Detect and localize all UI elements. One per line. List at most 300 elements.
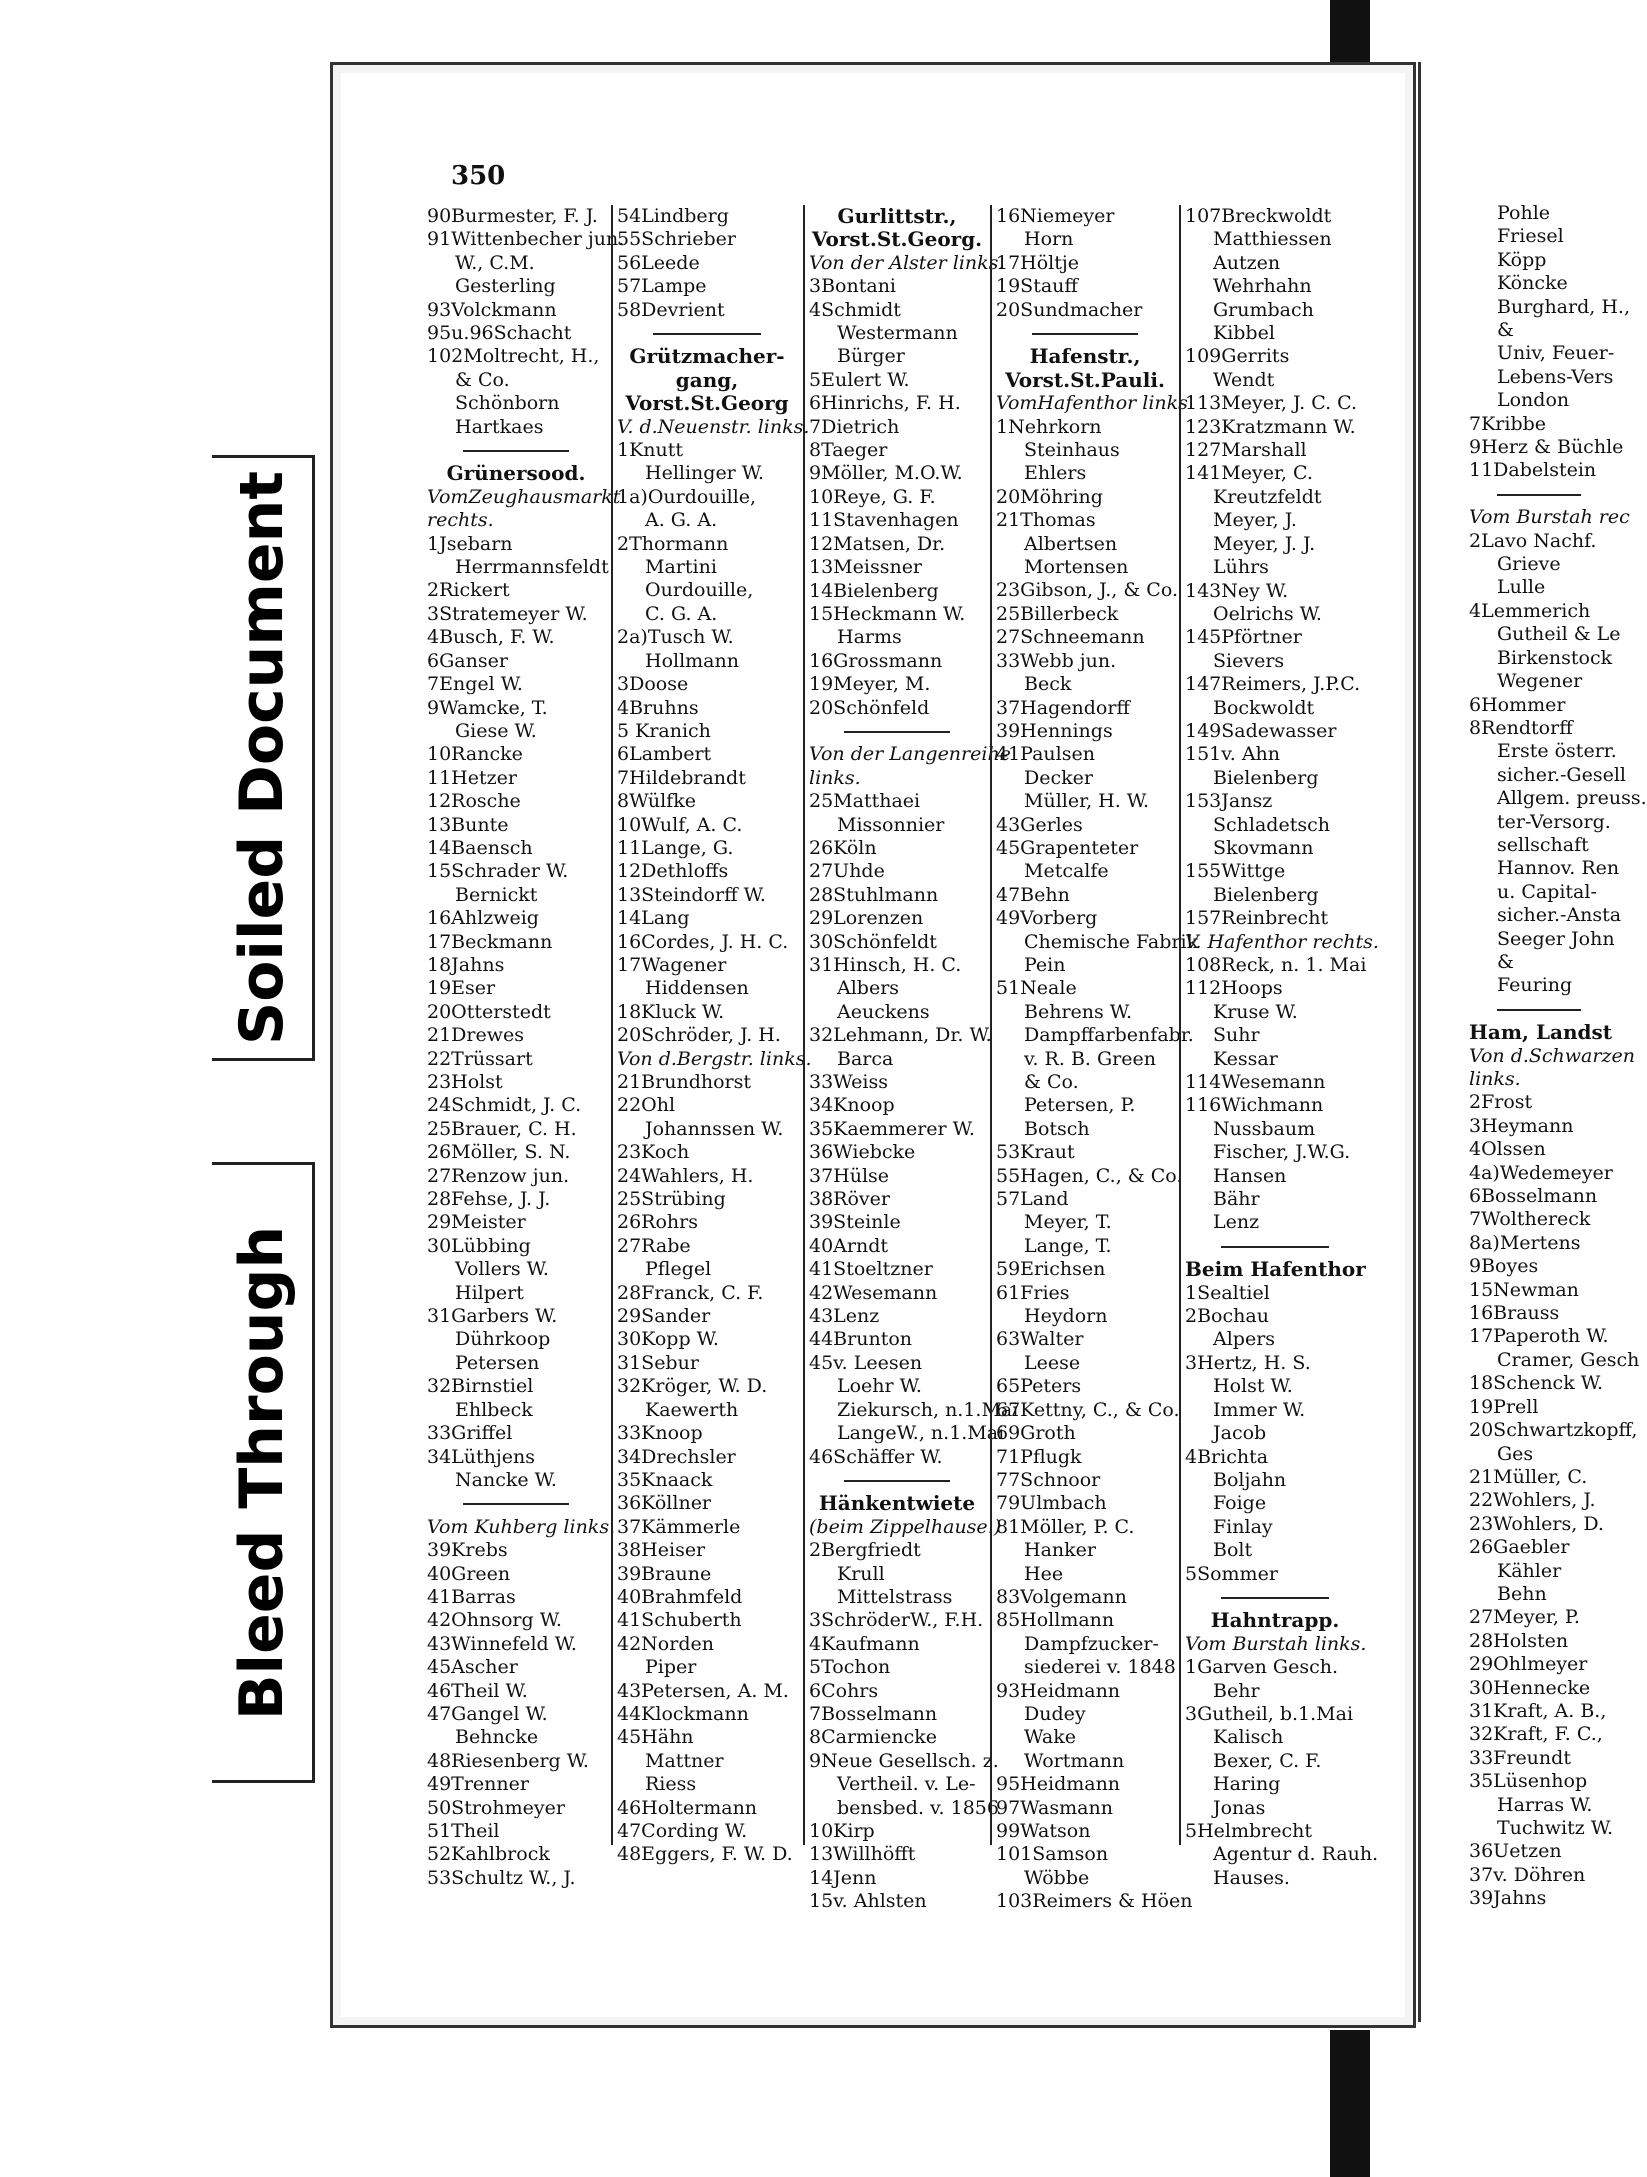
directory-entry: 11Dabelstein — [1469, 459, 1597, 482]
directory-entry: 4Kaufmann — [809, 1632, 920, 1655]
directory-entry: Hollmann — [645, 649, 739, 672]
directory-entry: Hartkaes — [455, 415, 544, 438]
directory-entry: A. G. A. — [645, 509, 718, 532]
directory-entry: Matthiessen — [1213, 228, 1332, 251]
directory-entry: 49Trenner — [427, 1773, 529, 1796]
directory-entry: Harras W. — [1497, 1793, 1593, 1816]
section-rule — [809, 1469, 985, 1492]
directory-entry: 17Paperoth W. — [1469, 1325, 1609, 1348]
directory-entry: 15v. Ahlsten — [809, 1890, 927, 1913]
directory-entry: 123Kratzmann W. — [1185, 415, 1356, 438]
directory-entry: 13Willhöfft — [809, 1843, 916, 1866]
directory-entry: 7Kribbe — [1469, 412, 1547, 435]
directory-entry: Behn — [1497, 1582, 1547, 1605]
directory-entry: 40Arndt — [809, 1234, 889, 1257]
directory-entry: 151v. Ahn — [1185, 743, 1281, 766]
directory-entry: 23Koch — [617, 1141, 690, 1164]
section-rule — [1469, 483, 1609, 506]
directory-entry: Ehlbeck — [455, 1398, 533, 1421]
directory-entry: 29Lorenzen — [809, 907, 924, 930]
directory-entry: 27Schneemann — [996, 626, 1145, 649]
directory-entry: 33Webb jun. — [996, 649, 1117, 672]
directory-entry: 32Kraft, F. C., — [1469, 1723, 1603, 1746]
directory-entry: 95u.96Schacht — [427, 322, 572, 345]
page-number: 350 — [451, 161, 506, 191]
directory-entry: 6Cohrs — [809, 1679, 879, 1702]
directory-entry: 3Stratemeyer W. — [427, 602, 588, 625]
directory-entry: 3Doose — [617, 673, 689, 696]
directory-entry: Boljahn — [1213, 1468, 1287, 1491]
directory-entry: 25Billerbeck — [996, 602, 1119, 625]
directory-entry: Köpp — [1497, 248, 1547, 271]
directory-entry: 153Jansz — [1185, 790, 1273, 813]
directory-entry: Haring — [1213, 1773, 1281, 1796]
directory-entry: 93Volckmann — [427, 298, 557, 321]
directory-entry: Foige — [1213, 1492, 1267, 1515]
directory-entry: 20Otterstedt — [427, 1000, 551, 1023]
directory-entry: 31Sebur — [617, 1351, 699, 1374]
directory-entry: 30Lübbing — [427, 1234, 531, 1257]
directory-entry: 14Bielenberg — [809, 579, 939, 602]
directory-entry: 1Nehrkorn — [996, 415, 1102, 438]
directory-entry: 81Möller, P. C. — [996, 1515, 1135, 1538]
directory-entry: 114Wesemann — [1185, 1071, 1326, 1094]
directory-entry: Albers — [837, 977, 900, 1000]
directory-entry: 2a)Tusch W. — [617, 626, 734, 649]
directory-entry: Chemische Fabrik — [1024, 930, 1199, 953]
directory-entry: Lebens-Vers — [1497, 365, 1614, 388]
directory-entry: 16Grossmann — [809, 649, 943, 672]
directory-entry: Kalisch — [1213, 1726, 1284, 1749]
directory-entry: 1Knutt — [617, 439, 684, 462]
directory-entry: 97Wasmann — [996, 1796, 1113, 1819]
directory-entry: 37Hülse — [809, 1164, 890, 1187]
directory-entry: Aeuckens — [837, 1000, 930, 1023]
directory-entry: Gutheil & Le — [1497, 623, 1621, 646]
directory-entry: Beck — [1024, 673, 1072, 696]
column-3 — [809, 204, 1019, 1914]
directory-entry: 16Brauss — [1469, 1302, 1560, 1325]
column-4 — [996, 205, 1199, 1914]
directory-entry: 29Ohlmeyer — [1469, 1653, 1588, 1676]
directory-entry: Mittelstrass — [837, 1585, 953, 1608]
directory-entry: 31Kraft, A. B., — [1469, 1699, 1607, 1722]
section-rule — [617, 322, 797, 345]
directory-entry: 5Eulert W. — [809, 368, 910, 391]
directory-entry: Jacob — [1213, 1422, 1267, 1445]
directory-entry: 53Schultz W., J. — [427, 1866, 576, 1889]
directory-entry: 141Meyer, C. — [1185, 462, 1313, 485]
directory-entry: 23Holst — [427, 1071, 503, 1094]
directory-entry: 58Devrient — [617, 298, 725, 321]
directory-entry: 19Eser — [427, 977, 496, 1000]
directory-entry: 39Braune — [617, 1562, 712, 1585]
directory-entry: Behrens W. — [1024, 1000, 1133, 1023]
column-5 — [1185, 205, 1379, 1890]
directory-entry: 67Kettny, C., & Co. — [996, 1398, 1180, 1421]
directory-entry: Grünersood. — [446, 461, 586, 486]
directory-entry: Meyer, T. — [1024, 1211, 1112, 1234]
directory-entry: Grieve — [1497, 553, 1561, 576]
directory-entry: Kreutzfeldt — [1213, 485, 1322, 508]
directory-entry: Kessar — [1213, 1047, 1278, 1070]
directory-entry: v. R. B. Green — [1024, 1047, 1156, 1070]
directory-entry: Dührkoop — [455, 1328, 551, 1351]
directory-entry: 43Petersen, A. M. — [617, 1679, 789, 1702]
directory-entry: Köncke — [1497, 272, 1568, 295]
directory-entry: 43Winnefeld W. — [427, 1632, 577, 1655]
directory-entry: 19Meyer, M. — [809, 673, 931, 696]
directory-entry: 11Lange, G. — [617, 836, 734, 859]
directory-entry: LangeW., n.1.Mai — [837, 1422, 1005, 1445]
directory-entry: 112Hoops — [1185, 977, 1283, 1000]
directory-entry: 39Jahns — [1469, 1887, 1547, 1910]
section-rule — [1185, 1235, 1365, 1258]
directory-entry: 8a)Mertens — [1469, 1231, 1581, 1254]
directory-entry: 7Bosselmann — [809, 1702, 938, 1725]
directory-entry: Immer W. — [1213, 1398, 1306, 1421]
directory-entry: Von d.Schwarzen — [1469, 1044, 1635, 1067]
soiled-document-tab — [212, 455, 315, 1061]
directory-entry: Wortmann — [1024, 1749, 1125, 1772]
directory-entry: Vertheil. v. Le- — [837, 1773, 976, 1796]
directory-entry: 28Stuhlmann — [809, 883, 939, 906]
directory-entry: Petersen, P. — [1024, 1094, 1136, 1117]
directory-entry: 5 Kranich — [617, 719, 711, 742]
directory-entry: 4Brichta — [1185, 1445, 1269, 1468]
directory-entry: Heydorn — [1024, 1305, 1108, 1328]
directory-entry: Meyer, J. — [1213, 509, 1297, 532]
directory-entry: 3Bontani — [809, 275, 897, 298]
directory-entry: Grützmacher- — [629, 344, 785, 369]
directory-entry: Grumbach — [1213, 298, 1314, 321]
directory-entry: 10Kirp — [809, 1820, 875, 1842]
directory-entry: VomHafenthor links — [996, 392, 1188, 415]
column-2 — [617, 205, 812, 1867]
section-rule — [1469, 998, 1609, 1021]
directory-entry: Lührs — [1213, 556, 1269, 579]
directory-entry: 4Busch, F. W. — [427, 626, 555, 649]
directory-entry: 32Lehmann, Dr. W. — [809, 1024, 992, 1047]
directory-entry: Vom Kuhberg links. — [427, 1515, 616, 1538]
directory-entry: 35Knaack — [617, 1468, 713, 1491]
directory-entry: 8Wülfke — [617, 790, 696, 813]
directory-entry: 17Höltje — [996, 251, 1080, 274]
directory-entry: 7Dietrich — [809, 415, 900, 438]
directory-entry: C. G. A. — [645, 602, 718, 625]
directory-entry: Agentur d. Rauh. — [1213, 1843, 1379, 1866]
directory-entry: 155Wittge — [1185, 860, 1286, 883]
directory-entry: 95Heidmann — [996, 1773, 1121, 1796]
directory-entry: 38Heiser — [617, 1539, 706, 1562]
directory-entry: Martini — [645, 556, 717, 579]
directory-entry: 31Garbers W. — [427, 1305, 558, 1328]
directory-entry: 1Garven Gesch. — [1185, 1656, 1339, 1679]
directory-entry: 57Lampe — [617, 275, 707, 298]
directory-entry: Leese — [1024, 1351, 1081, 1374]
directory-entry: Wegener — [1497, 670, 1583, 693]
directory-entry: 10Wulf, A. C. — [617, 813, 743, 836]
directory-entry: VomZeughausmarkt — [427, 485, 621, 508]
directory-entry: Missonnier — [837, 813, 945, 836]
directory-entry: 2Bochau — [1185, 1305, 1269, 1328]
directory-entry: 8Rendtorff — [1469, 716, 1573, 739]
directory-entry: V. Hafenthor rechts. — [1185, 930, 1379, 953]
column-divider — [611, 205, 613, 1845]
directory-entry: 83Volgemann — [996, 1585, 1127, 1608]
directory-entry: 51Neale — [996, 977, 1077, 1000]
directory-entry: 26Möller, S. N. — [427, 1141, 571, 1164]
directory-entry: 10Reye, G. F. — [809, 485, 936, 508]
directory-entry: (beim Zippelhause.) — [809, 1515, 1002, 1538]
directory-entry: 39Krebs — [427, 1539, 508, 1562]
directory-entry: Steinhaus — [1024, 439, 1120, 462]
directory-entry: Friesel — [1497, 225, 1564, 248]
directory-entry: Univ, Feuer- — [1497, 342, 1615, 365]
directory-entry: 59Erichsen — [996, 1258, 1106, 1281]
directory-entry: 27Meyer, P. — [1469, 1606, 1580, 1629]
directory-entry: 19Stauff — [996, 275, 1078, 298]
directory-entry: 23Gibson, J., & Co. — [996, 579, 1178, 602]
directory-entry: Birkenstock — [1497, 646, 1613, 669]
directory-entry: 38Röver — [809, 1188, 890, 1211]
column-divider — [990, 205, 992, 1845]
directory-entry: 28Holsten — [1469, 1629, 1569, 1652]
bleed-through-label: Bleed Through — [227, 1225, 298, 1720]
directory-entry: Bielenberg — [1213, 766, 1319, 789]
directory-entry: 29Meister — [427, 1211, 526, 1234]
directory-entry: Suhr — [1213, 1024, 1260, 1047]
directory-entry: sellschaft — [1497, 833, 1589, 856]
directory-entry: 14Baensch — [427, 836, 533, 859]
directory-entry: Pein — [1024, 953, 1066, 976]
directory-entry: 6Lambert — [617, 743, 712, 766]
directory-entry: 26Rohrs — [617, 1211, 698, 1234]
directory-entry: Ges — [1497, 1442, 1534, 1465]
directory-entry: ter-Versorg. — [1497, 810, 1611, 833]
directory-entry: 3Gutheil, b.1.Mai — [1185, 1702, 1354, 1725]
directory-entry: 40Green — [427, 1562, 511, 1585]
directory-entry: 4Lemmerich — [1469, 599, 1591, 622]
directory-entry: & Co. — [455, 368, 510, 391]
directory-entry: 43Lenz — [809, 1305, 880, 1328]
directory-entry: 40Brahmfeld — [617, 1585, 743, 1608]
directory-entry: Dampfzucker- — [1024, 1632, 1159, 1655]
directory-entry: Hilpert — [455, 1281, 524, 1304]
directory-entry: Bolt — [1213, 1539, 1253, 1562]
directory-entry: Hänkentwiete — [818, 1491, 976, 1516]
directory-page — [330, 62, 1416, 2028]
directory-entry: 16Niemeyer — [996, 205, 1115, 227]
directory-entry: 32Birnstiel — [427, 1375, 534, 1398]
directory-entry: 37Kämmerle — [617, 1515, 741, 1538]
directory-entry: 42Ohnsorg W. — [427, 1609, 562, 1632]
binding-shadow-bottom — [1330, 2030, 1370, 2177]
directory-entry: Bexer, C. F. — [1213, 1749, 1322, 1772]
directory-entry: London — [1497, 389, 1570, 412]
directory-entry: Wöbbe — [1024, 1866, 1090, 1889]
directory-entry: siederei v. 1848 — [1024, 1656, 1176, 1679]
directory-entry: Dampffarbenfabr. — [1024, 1024, 1194, 1047]
directory-entry: Pohle — [1497, 202, 1551, 224]
directory-entry: 34Drechsler — [617, 1445, 736, 1468]
directory-entry: 25Matthaei — [809, 790, 921, 813]
directory-entry: 6Hommer — [1469, 693, 1566, 716]
directory-entry: Ehlers — [1024, 462, 1087, 485]
directory-entry: 21Müller, C. — [1469, 1465, 1588, 1488]
directory-entry: Müller, H. W. — [1024, 790, 1150, 813]
directory-entry: 6Bosselmann — [1469, 1185, 1598, 1208]
directory-entry: 54Lindberg — [617, 205, 729, 227]
directory-entry: 7Engel W. — [427, 673, 523, 696]
directory-entry: 20Schwartzkopff, — [1469, 1419, 1638, 1442]
directory-entry: 2Bergfriedt — [809, 1539, 921, 1562]
directory-entry: Westermann — [837, 322, 958, 345]
directory-entry: 27Uhde — [809, 860, 885, 883]
directory-entry: 31Hinsch, H. C. — [809, 953, 962, 976]
directory-entry: 91Wittenbecher jun. — [427, 228, 625, 251]
directory-entry: Finlay — [1213, 1515, 1273, 1538]
directory-entry: 4Bruhns — [617, 696, 699, 719]
directory-entry: Mortensen — [1024, 556, 1129, 579]
directory-entry: 15Heckmann W. — [809, 602, 966, 625]
directory-entry: Hellinger W. — [645, 462, 765, 485]
directory-entry: Petersen — [455, 1351, 540, 1374]
directory-entry: Hannov. Ren — [1497, 857, 1620, 880]
directory-entry: Mattner — [645, 1749, 724, 1772]
directory-entry: 18Jahns — [427, 953, 505, 976]
directory-entry: 101Samson — [996, 1843, 1109, 1866]
directory-entry: Vom Burstah links. — [1185, 1632, 1367, 1655]
directory-entry: Lenz — [1213, 1211, 1260, 1234]
directory-entry: Ziekursch, n.1.Mai — [837, 1398, 1019, 1421]
directory-entry: 2Frost — [1469, 1091, 1533, 1114]
directory-entry: Fischer, J.W.G. — [1213, 1141, 1351, 1164]
directory-entry: 85Hollmann — [996, 1609, 1115, 1632]
directory-entry: Bähr — [1213, 1188, 1260, 1211]
directory-entry: 69Groth — [996, 1422, 1076, 1445]
directory-entry: 50Strohmeyer — [427, 1796, 565, 1819]
directory-entry: Wake — [1024, 1726, 1076, 1749]
directory-entry: 17Wagener — [617, 953, 727, 976]
directory-entry: 48Eggers, F. W. D. — [617, 1843, 793, 1866]
directory-entry: 45Ascher — [427, 1656, 518, 1679]
directory-entry: 39Hennings — [996, 719, 1113, 742]
directory-entry: 34Lüthjens — [427, 1445, 536, 1468]
directory-entry: 25Strübing — [617, 1188, 726, 1211]
directory-entry: 56Leede — [617, 251, 700, 274]
directory-entry: 4Schmidt — [809, 298, 901, 321]
directory-entry: 147Reimers, J.P.C. — [1185, 673, 1361, 696]
directory-entry: links. — [1469, 1068, 1521, 1090]
directory-entry: Vom Burstah rec — [1469, 506, 1630, 529]
directory-entry: 12Dethloffs — [617, 860, 729, 883]
directory-entry: 8Taeger — [809, 439, 888, 462]
directory-entry: 16Cordes, J. H. C. — [617, 930, 789, 953]
directory-entry: 12Matsen, Dr. — [809, 532, 946, 555]
directory-entry: 15Newman — [1469, 1278, 1579, 1301]
directory-entry: 21Thomas — [996, 509, 1096, 532]
directory-entry: Gurlittstr., — [837, 204, 957, 228]
directory-entry: 53Kraut — [996, 1141, 1075, 1164]
directory-entry: Oelrichs W. — [1213, 602, 1322, 625]
directory-entry: Holst W. — [1213, 1375, 1293, 1398]
directory-entry: 30Schönfeldt — [809, 930, 937, 953]
directory-entry: Autzen — [1213, 251, 1281, 274]
directory-entry: links. — [809, 766, 861, 789]
directory-entry: 9Boyes — [1469, 1255, 1539, 1278]
directory-entry: 157Reinbrecht — [1185, 907, 1329, 930]
directory-entry: 90Burmester, F. J. — [427, 205, 598, 227]
directory-entry: 33Weiss — [809, 1071, 888, 1094]
directory-entry: 61Fries — [996, 1281, 1070, 1304]
directory-entry: 48Riesenberg W. — [427, 1749, 589, 1772]
directory-entry: 28Fehse, J. J. — [427, 1188, 551, 1211]
directory-entry: 2Lavo Nachf. — [1469, 529, 1597, 552]
directory-entry: 9Wamcke, T. — [427, 696, 548, 719]
directory-entry: Behncke — [455, 1726, 539, 1749]
directory-entry: Horn — [1024, 228, 1074, 251]
directory-entry: & Co. — [1024, 1071, 1079, 1094]
directory-entry: Kähler — [1497, 1559, 1562, 1582]
directory-entry: Riess — [645, 1773, 697, 1796]
directory-entry: 8Carmiencke — [809, 1726, 938, 1749]
directory-entry: 5Sommer — [1185, 1562, 1278, 1585]
directory-entry: 65Peters — [996, 1375, 1082, 1398]
directory-entry: 41Schuberth — [617, 1609, 742, 1632]
directory-entry: 35Kaemmerer W. — [809, 1117, 975, 1140]
directory-entry: 109Gerrits — [1185, 345, 1290, 368]
directory-entry: sicher.-Gesell — [1497, 763, 1626, 786]
directory-entry: Harms — [837, 626, 902, 649]
directory-entry: 28Franck, C. F. — [617, 1281, 764, 1304]
directory-entry: Ourdouille, — [645, 579, 754, 602]
directory-entry: Metcalfe — [1024, 860, 1109, 883]
directory-entry: 6Ganser — [427, 649, 508, 672]
directory-entry: 20Schönfeld — [809, 696, 930, 719]
directory-entry: Skovmann — [1213, 836, 1314, 859]
directory-entry: 36Köllner — [617, 1492, 712, 1515]
directory-entry: Schladetsch — [1213, 813, 1330, 836]
directory-entry: Nussbaum — [1213, 1117, 1316, 1140]
directory-entry: 51Theil — [427, 1820, 500, 1842]
directory-entry: 7Hildebrandt — [617, 766, 746, 789]
directory-entry: W., C.M. — [455, 251, 535, 274]
directory-entry: 18Kluck W. — [617, 1000, 725, 1023]
directory-entry: 93Heidmann — [996, 1679, 1121, 1702]
directory-entry: Vollers W. — [455, 1258, 549, 1281]
directory-entry: Vorst.St.Pauli. — [1005, 367, 1165, 392]
directory-entry: Lulle — [1497, 576, 1546, 599]
directory-entry: 57Land — [996, 1188, 1069, 1211]
directory-entry: Nancke W. — [455, 1468, 557, 1491]
directory-entry: Botsch — [1024, 1117, 1090, 1140]
directory-entry: 30Kopp W. — [617, 1328, 719, 1351]
column-divider — [1179, 205, 1181, 1845]
directory-entry: 18Schenck W. — [1469, 1372, 1603, 1395]
directory-entry: Schönborn — [455, 392, 560, 415]
directory-entry: Kruse W. — [1213, 1000, 1298, 1023]
directory-entry: 11Hetzer — [427, 766, 517, 789]
directory-entry: 20Schröder, J. H. — [617, 1024, 781, 1047]
directory-entry: V. d.Neuenstr. links. — [617, 415, 810, 438]
directory-entry: 13Bunte — [427, 813, 509, 836]
directory-entry: Ham, Landst — [1469, 1020, 1612, 1045]
directory-entry: 45v. Leesen — [809, 1351, 923, 1374]
directory-entry: 145Pförtner — [1185, 626, 1302, 649]
directory-entry: 22Wohlers, J. — [1469, 1489, 1596, 1512]
directory-entry: 24Schmidt, J. C. — [427, 1094, 582, 1117]
